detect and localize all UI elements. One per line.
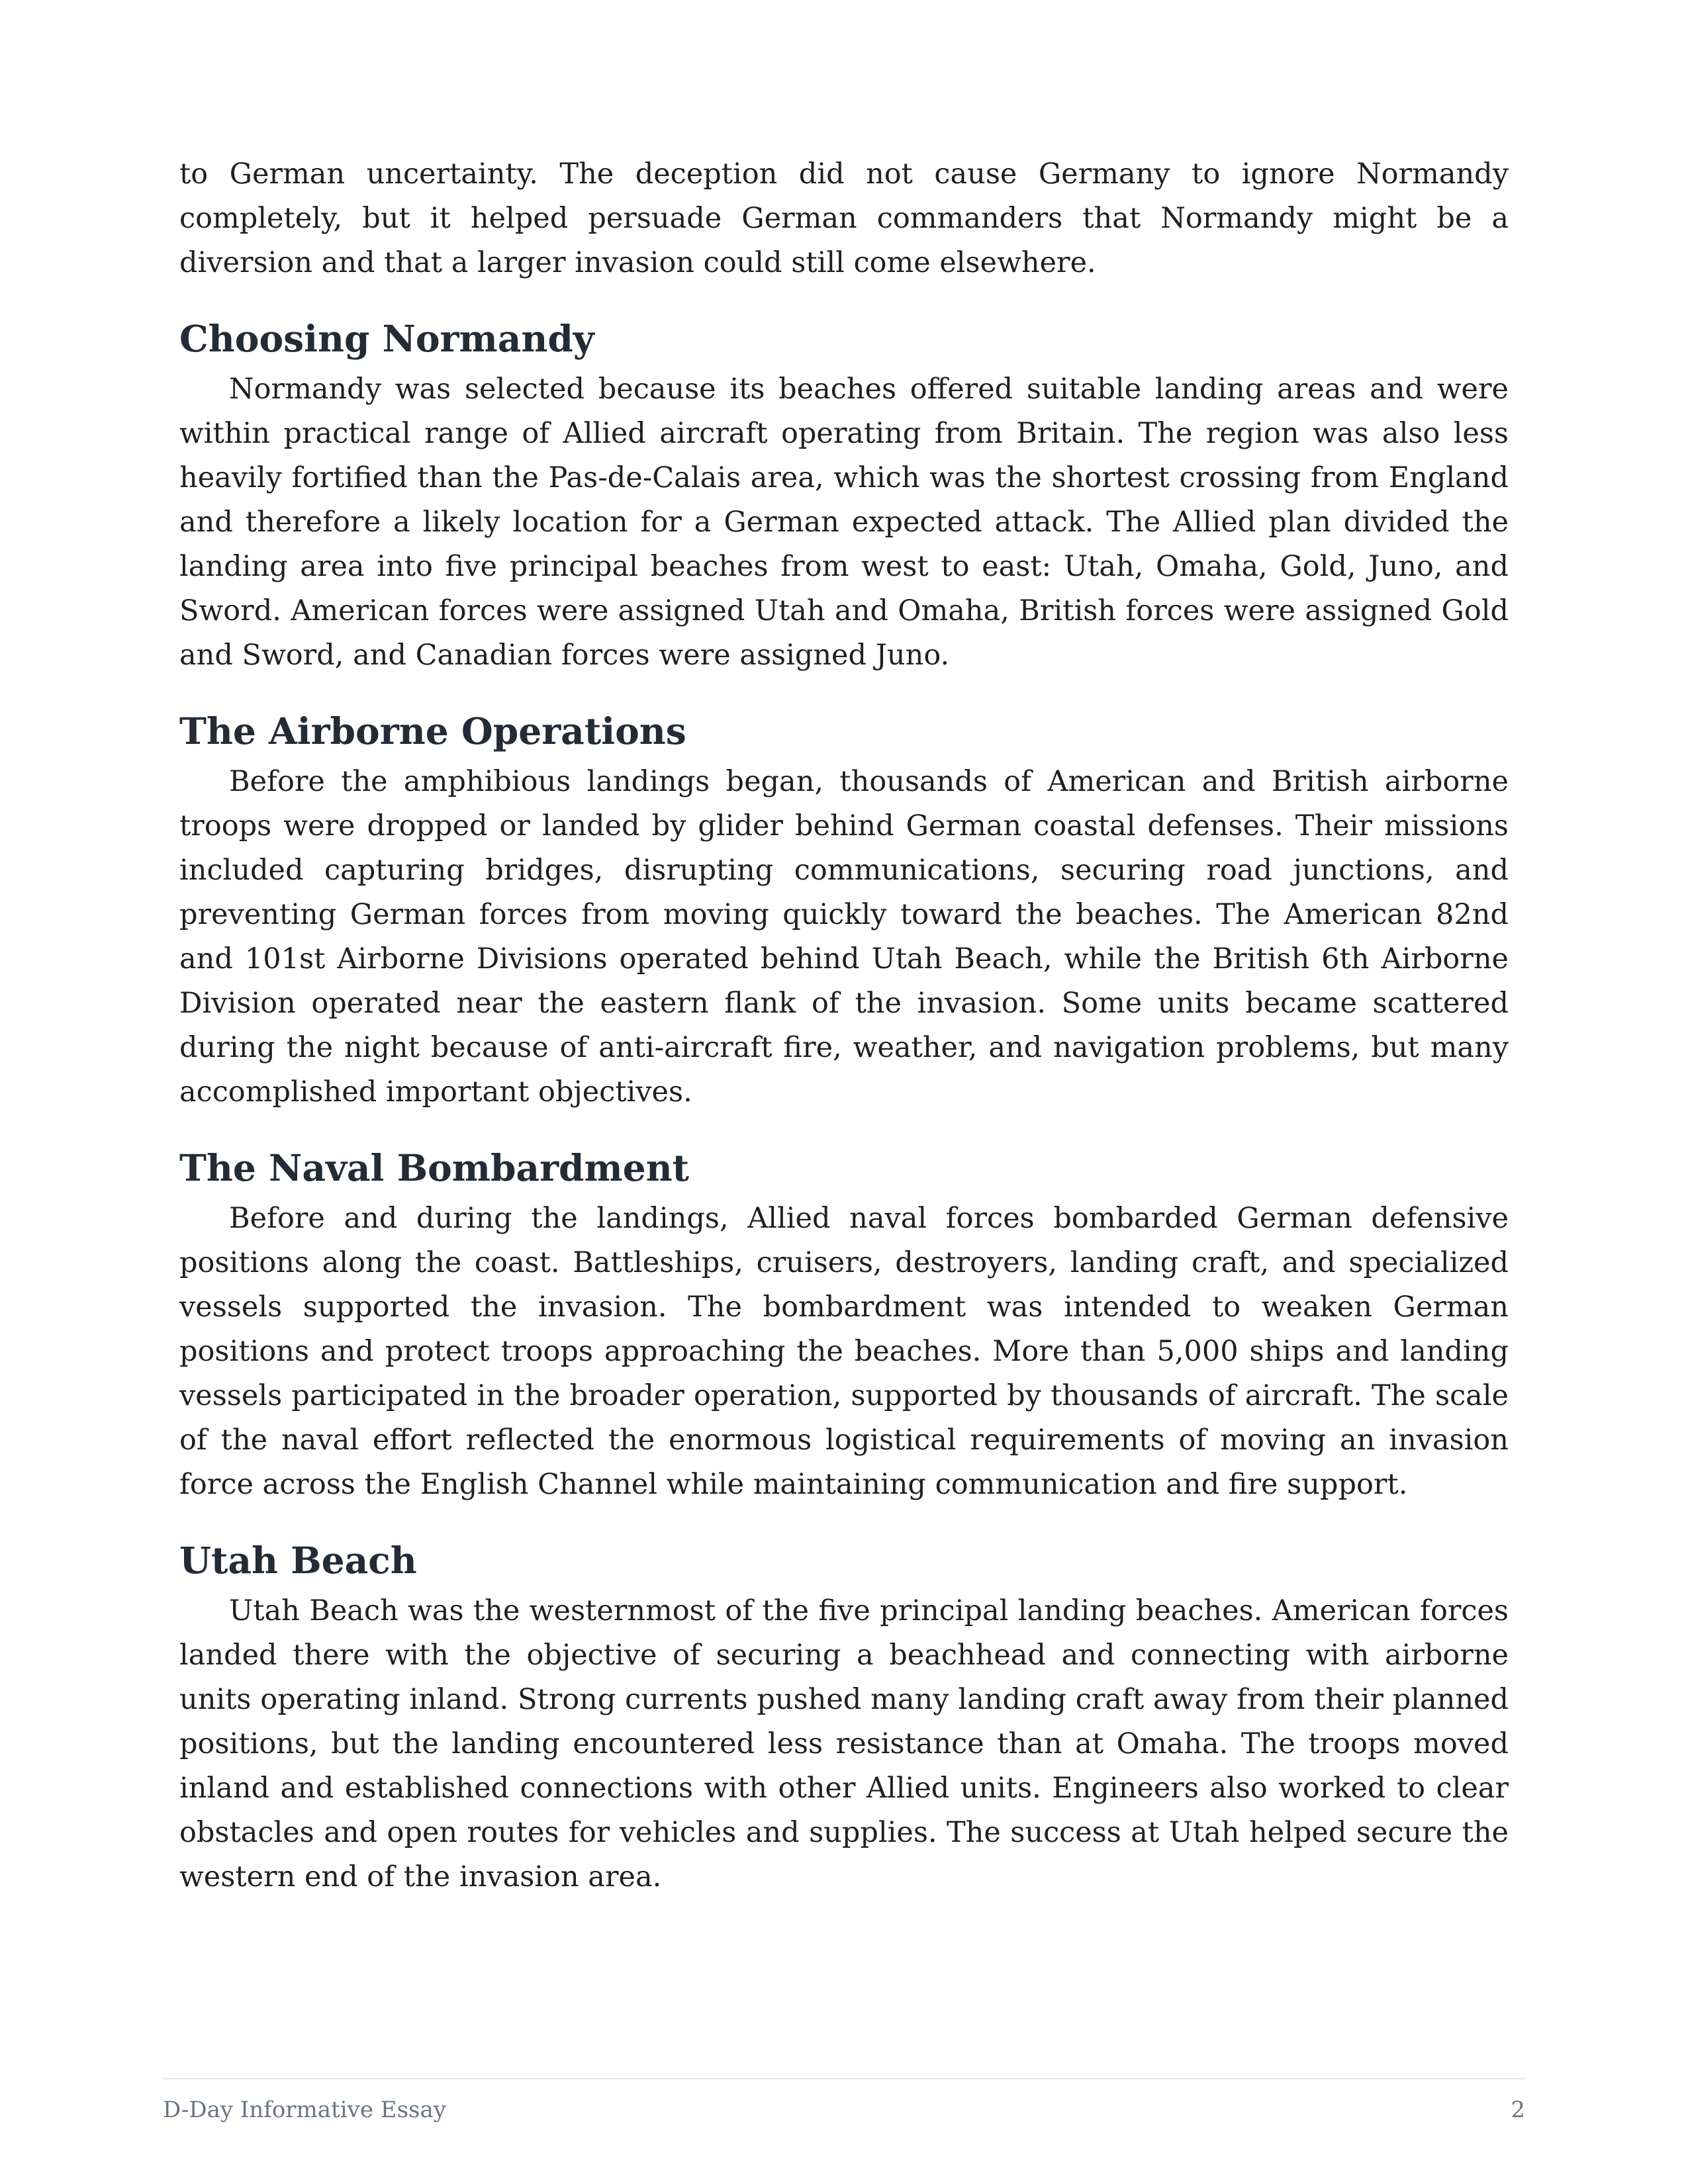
footer-divider <box>163 2078 1525 2079</box>
footer-document-title: D-Day Informative Essay <box>163 2097 446 2123</box>
page-body <box>179 152 1509 1899</box>
section-heading-airborne-operations: The Airborne Operations <box>179 709 686 752</box>
section-heading-utah-beach: Utah Beach <box>179 1539 417 1582</box>
section-paragraph-airborne-operations: Before the amphibious landings began, thousands of American and British airborne troops were dropped or landed by glider behind German coastal defenses. Their missions included capturing bridges, disrupting communications, securing road junctions, and preventing German forces from moving quickly toward the beaches. The American 82nd and 101st Airborne Divisions operated behind Utah Beach, while the British 6th Airborne Division operated near the eastern flank of the invasion. Some units became scattered during the night because of anti-aircraft fire, weather, and navigation problems, but many accomplished important objectives. <box>179 765 1509 1109</box>
section-paragraph-choosing-normandy: Normandy was selected because its beaches offered suitable landing areas and were within practical range of Allied aircraft operating from Britain. The region was also less heavily fortified than the Pas-de-Calais area, which was the shortest crossing from England and therefore a likely location for a German expected attack. The Allied plan divided the landing area into five principal beaches from west to east: Utah, Omaha, Gold, Juno, and Sword. American forces were assigned Utah and Omaha, British forces were assigned Gold and Sword, and Canadian forces were assigned Juno. <box>179 373 1509 672</box>
section-paragraph-utah-beach: Utah Beach was the westernmost of the five principal landing beaches. American forces landed there with the objective of securing a beachhead and connecting with airborne units operating inland. Strong currents pushed many landing craft away from their planned positions, but the landing encountered less resistance than at Omaha. The troops moved inland and established connections with other Allied units. Engineers also worked to clear obstacles and open routes for vehicles and supplies. The success at Utah helped secure the western end of the invasion area. <box>179 1594 1509 1893</box>
continued-paragraph: to German uncertainty. The deception did not cause Germany to ignore Normandy completely, but it helped persuade German commanders that Normandy might be a diversion and that a larger invasion could still come elsewhere. <box>179 158 1509 279</box>
footer-page-number: 2 <box>1511 2097 1525 2123</box>
section-heading-choosing-normandy: Choosing Normandy <box>179 317 594 360</box>
section-heading-naval-bombardment: The Naval Bombardment <box>179 1146 690 1189</box>
section-paragraph-naval-bombardment: Before and during the landings, Allied naval forces bombarded German defensive positions along the coast. Battleships, cruisers, destroyers, landing craft, and specialized vessels supported the invasion. The bombardment was intended to weaken German positions and protect troops approaching the beaches. More than 5,000 ships and landing vessels participated in the broader operation, supported by thousands of aircraft. The scale of the naval effort reflected the enormous logistical requirements of moving an invasion force across the English Channel while maintaining communication and fire support. <box>179 1202 1509 1501</box>
